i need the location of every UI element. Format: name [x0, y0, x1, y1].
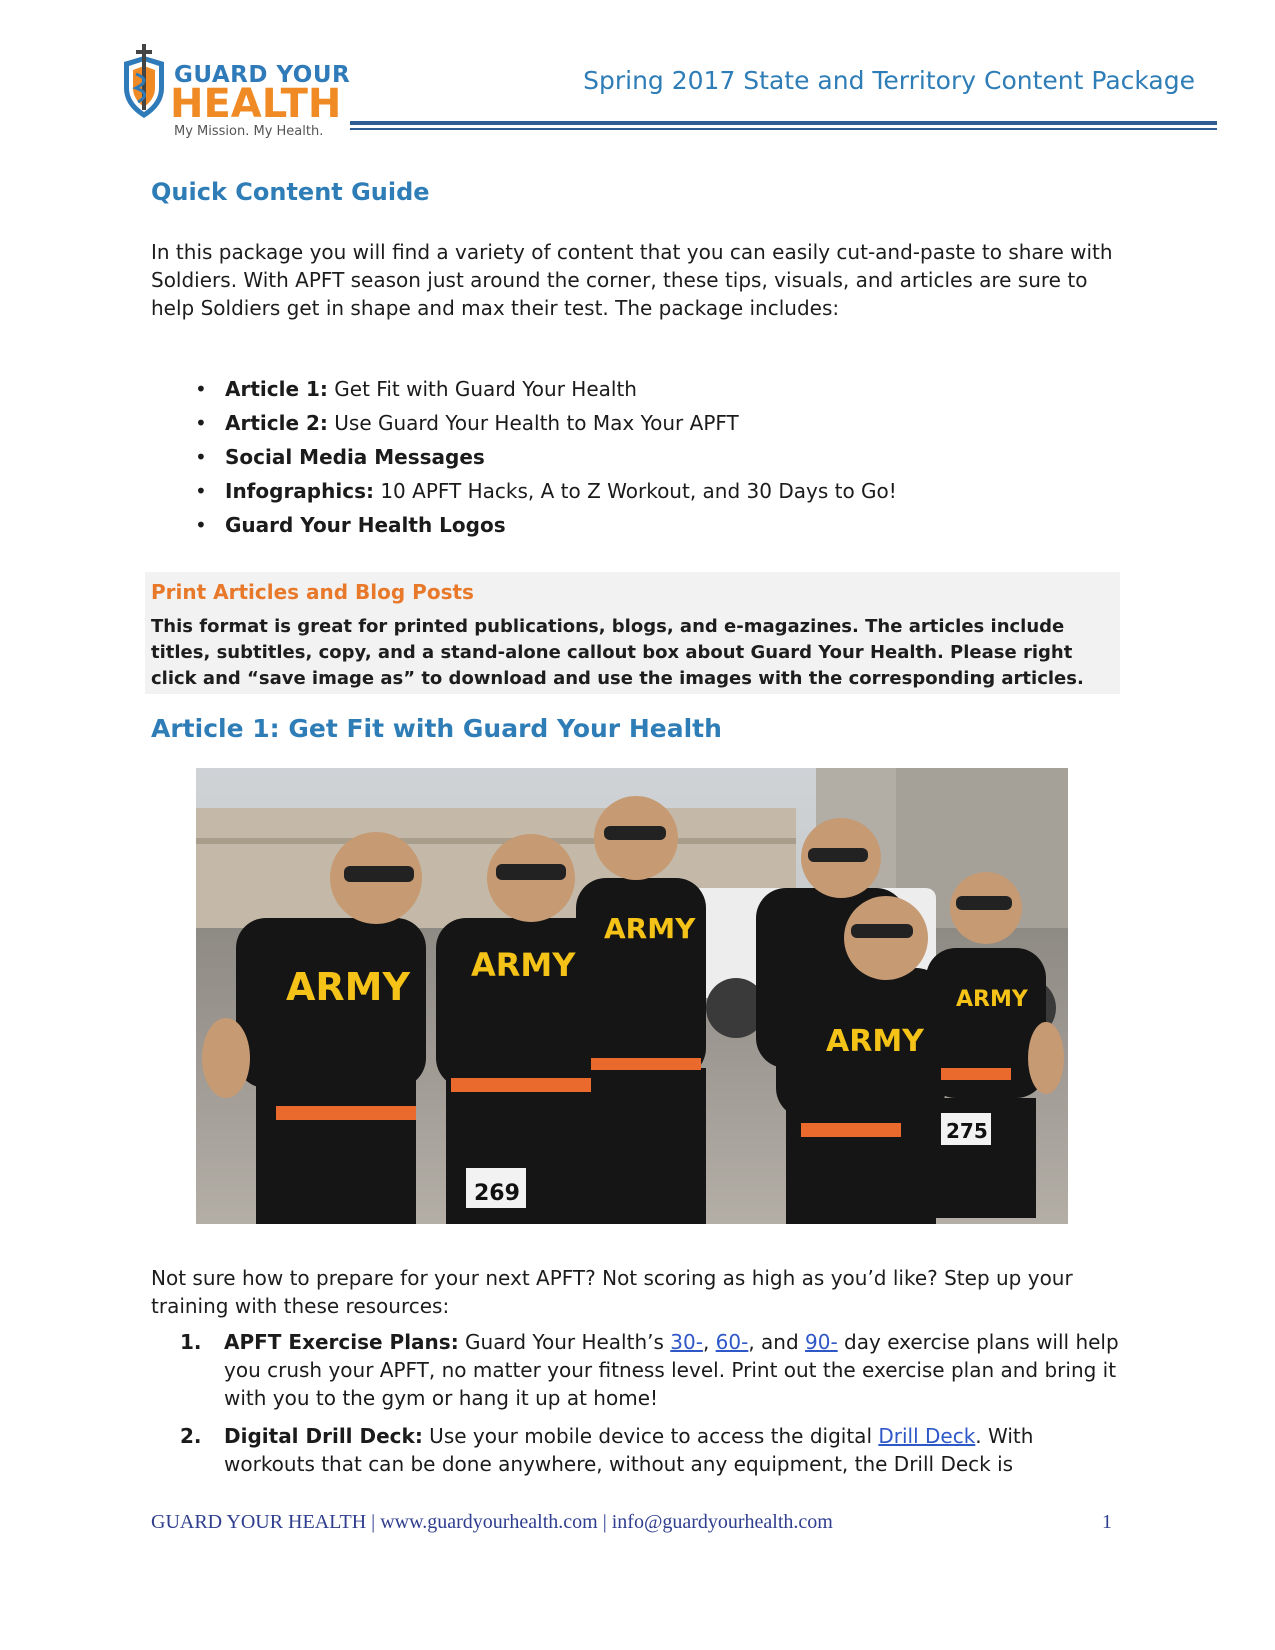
list-item: 1. APFT Exercise Plans: Guard Your Health’s 30-, 60-, and 90- day exercise plans will help you crush your APFT, no matter your fitness level. Print out the exercise plan and bring it with you to the gym or hang it up at home!	[180, 1330, 1119, 1410]
callout-text: This format is great for printed publications, blogs, and e-magazines. The articles include titles, subtitles, copy, and a stand-alone callout box about Guard Your Health. Please right click and “save image as” to download and use the images with the corresponding articles.	[151, 616, 1084, 689]
list-item: • Guard Your Health Logos	[195, 508, 897, 542]
list-item: • Infographics: 10 APFT Hacks, A to Z Workout, and 30 Days to Go!	[195, 474, 897, 508]
header-rule-thin	[350, 128, 1217, 130]
shirt-text: ARMY	[826, 1024, 924, 1059]
logo-line1: GUARD YOUR	[174, 62, 351, 88]
page-number: 1	[1102, 1511, 1112, 1533]
link-30-day[interactable]: 30-	[670, 1330, 703, 1354]
bib-number: 269	[474, 1181, 520, 1206]
article1-heading: Article 1: Get Fit with Guard Your Health	[151, 714, 722, 743]
soldiers-running-photo	[196, 768, 1068, 1224]
shirt-text: ARMY	[956, 987, 1028, 1012]
article1-lead: Not sure how to prepare for your next APFT? Not scoring as high as you’d like? Step up your training with these resources:	[151, 1266, 1073, 1318]
link-90-day[interactable]: 90-	[805, 1330, 838, 1354]
quick-guide-heading: Quick Content Guide	[151, 178, 430, 206]
callout-heading: Print Articles and Blog Posts	[151, 580, 474, 604]
link-drill-deck[interactable]: Drill Deck	[878, 1424, 976, 1448]
header-rule	[350, 121, 1217, 125]
package-list	[195, 372, 897, 542]
shirt-text: ARMY	[604, 912, 696, 945]
link-60-day[interactable]: 60-	[715, 1330, 749, 1354]
header-title: Spring 2017 State and Territory Content Package	[583, 66, 1195, 95]
list-item: • Article 1: Get Fit with Guard Your Health	[195, 372, 897, 406]
list-item: • Article 2: Use Guard Your Health to Max Your APFT	[195, 406, 897, 440]
bib-number: 275	[946, 1119, 988, 1143]
footer-contact: GUARD YOUR HEALTH | www.guardyourhealth.com | info@guardyourhealth.com	[151, 1511, 833, 1533]
list-item: • Social Media Messages	[195, 440, 897, 474]
quick-guide-intro: In this package you will find a variety of content that you can easily cut-and-paste to share with Soldiers. With APFT season just around the corner, these tips, visuals, and articles are sure to help Soldiers get in shape and max their test. The package includes:	[151, 240, 1113, 320]
shield-caduceus-icon	[118, 44, 170, 124]
logo-tagline: My Mission. My Health.	[174, 124, 324, 139]
list-item: 2. Digital Drill Deck: Use your mobile device to access the digital Drill Deck. With workouts that can be done anywhere, without any equipment, the Drill Deck is	[180, 1424, 1034, 1476]
guard-your-health-logo	[118, 44, 351, 140]
shirt-text: ARMY	[286, 965, 411, 1009]
shirt-text: ARMY	[471, 946, 576, 984]
resources-list	[180, 1328, 1130, 1488]
logo-line2: HEALTH	[170, 81, 342, 127]
